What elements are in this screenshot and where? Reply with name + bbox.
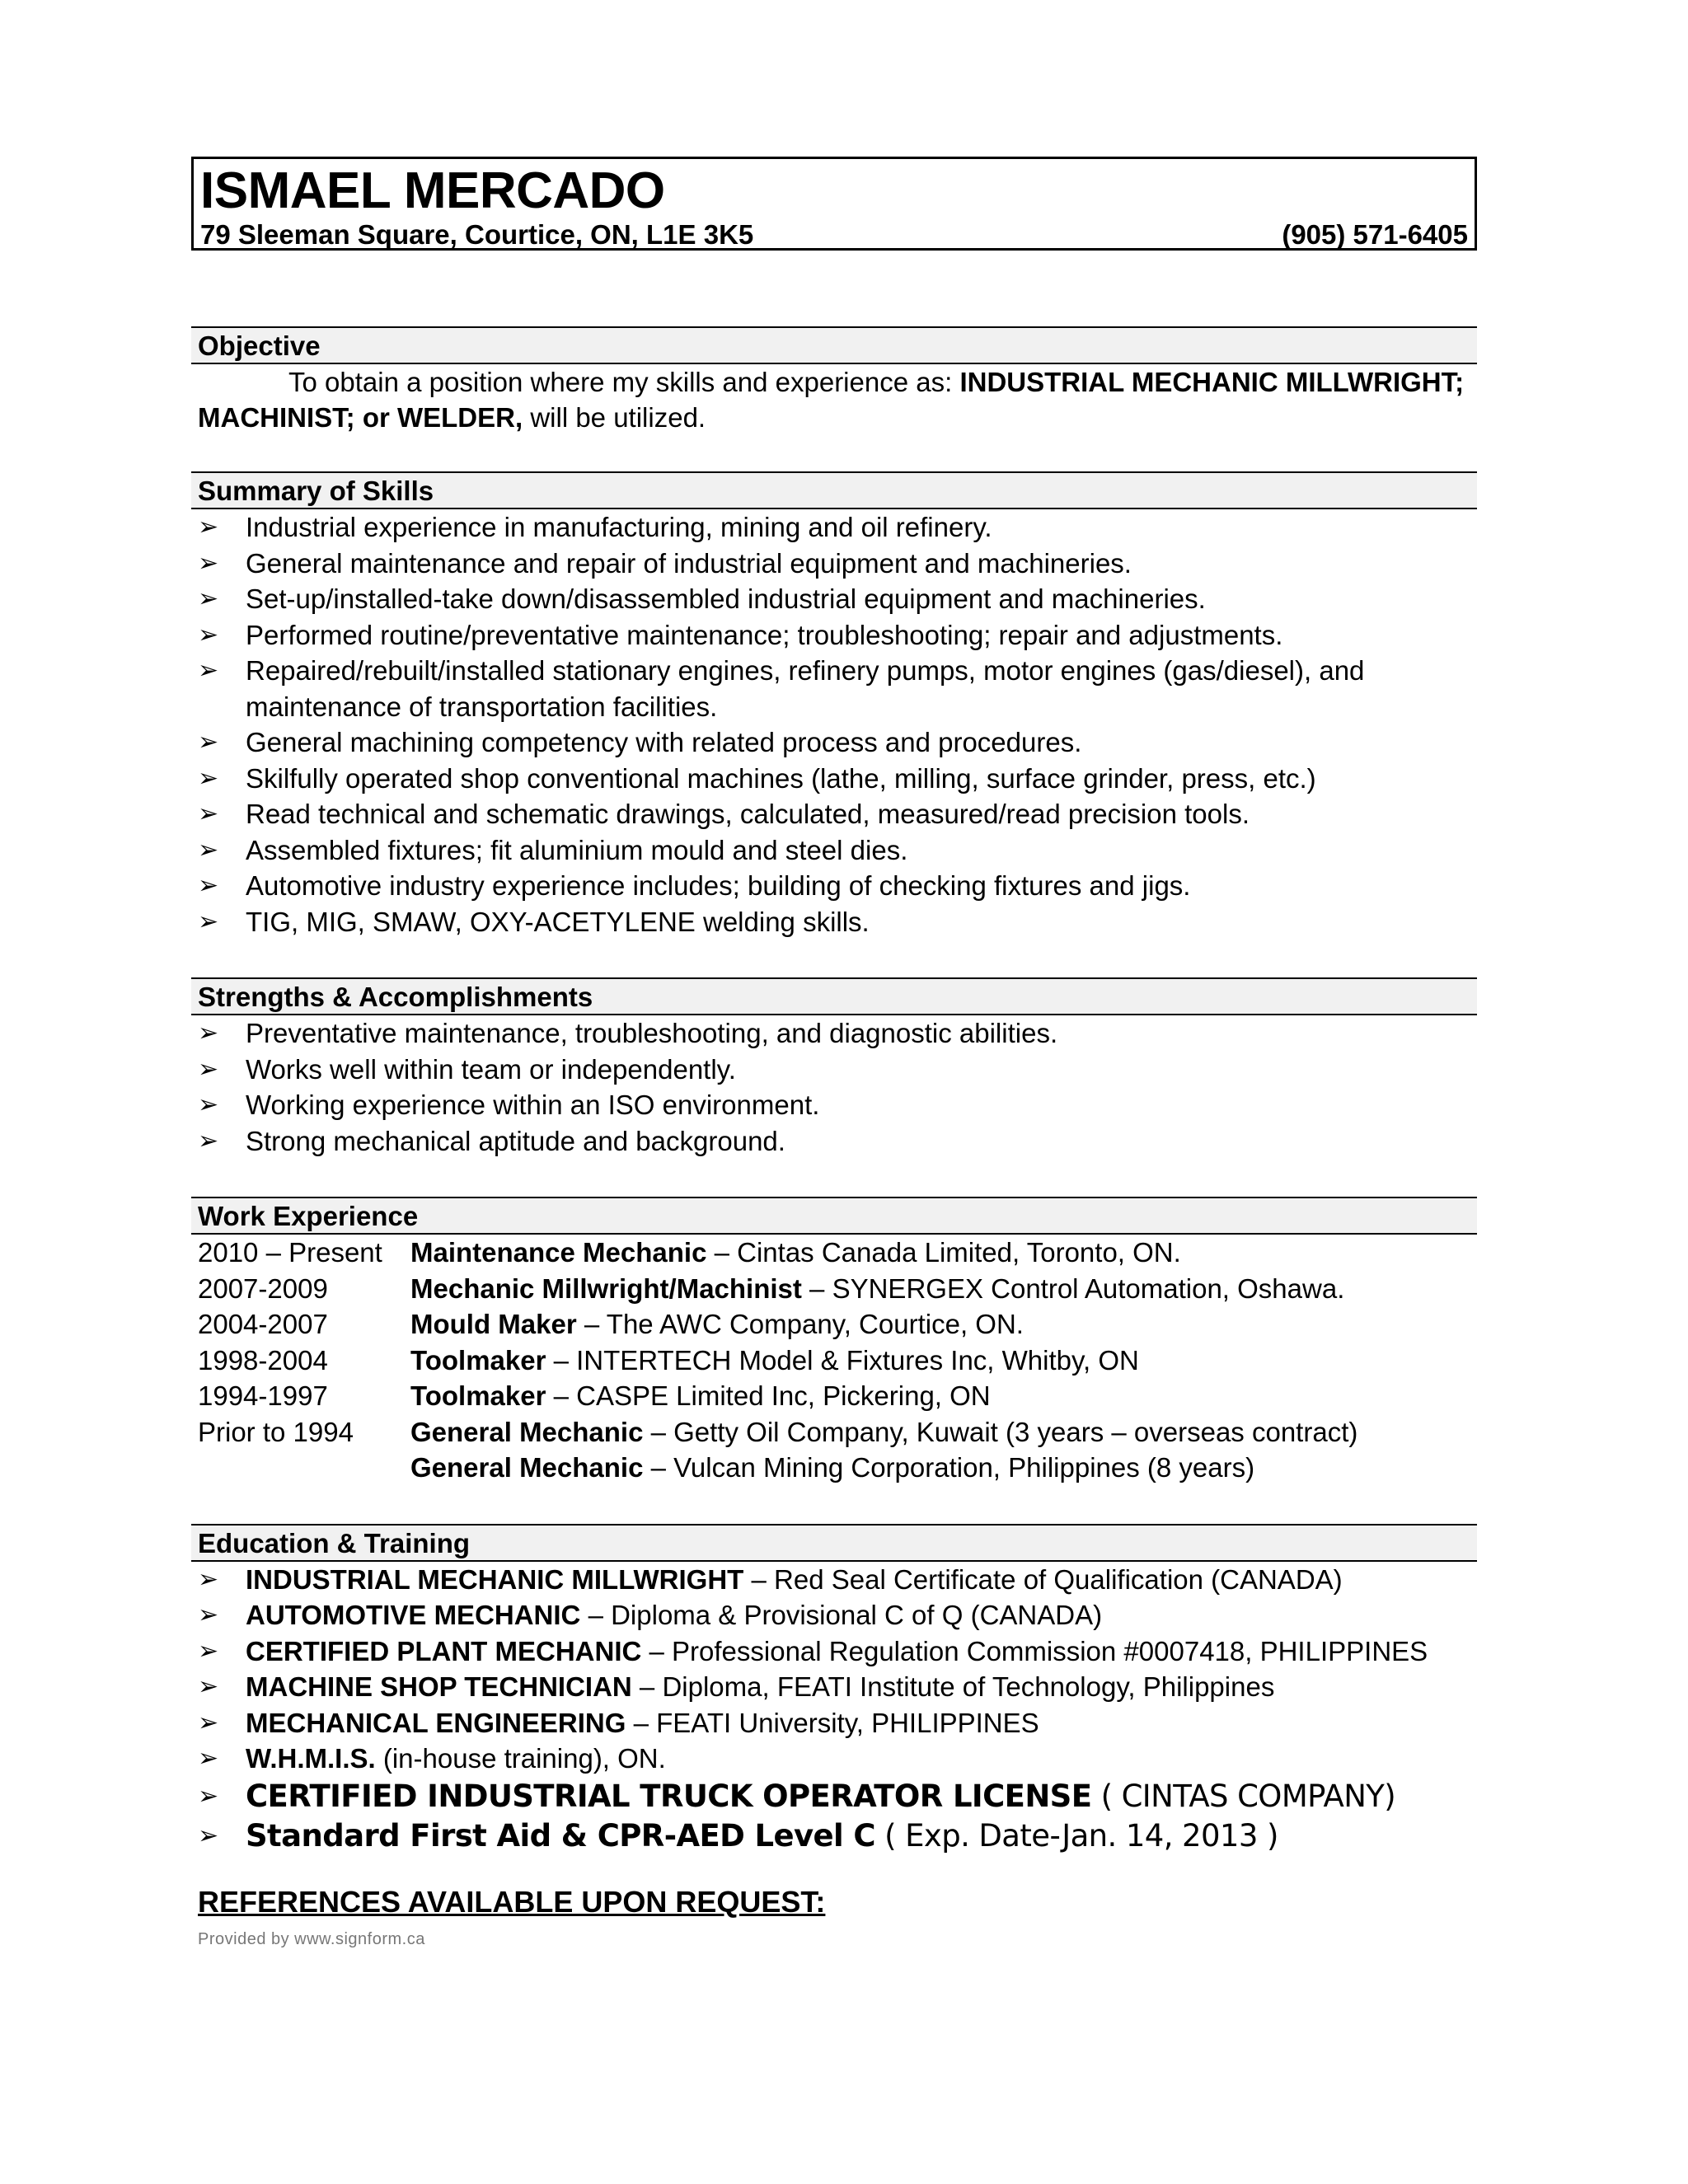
arrow-bullet-icon: ➢	[198, 907, 219, 935]
skill-text: General machining competency with related process and procedures.	[246, 727, 1082, 757]
skill-text: Skilfully operated shop conventional machines (lathe, milling, surface grinder, press, etc.)	[246, 762, 1316, 794]
section-heading-objective: Objective	[191, 326, 1477, 364]
work-title: Toolmaker	[410, 1380, 546, 1411]
education-title: AUTOMOTIVE MECHANIC	[246, 1600, 581, 1630]
list-item	[198, 1705, 1477, 1741]
strengths-list	[191, 1015, 1477, 1159]
work-description	[410, 1414, 1357, 1451]
list-item	[198, 1123, 1477, 1160]
education-section	[191, 1524, 1477, 1856]
section-heading-skills: Summary of Skills	[191, 471, 1477, 509]
education-title: CERTIFIED PLANT MECHANIC	[246, 1635, 642, 1666]
skill-text: Read technical and schematic drawings, calculated, measured/read precision tools.	[246, 799, 1250, 829]
work-years: 1994-1997	[198, 1380, 328, 1411]
arrow-bullet-icon: ➢	[198, 549, 219, 577]
arrow-bullet-icon: ➢	[198, 836, 219, 864]
work-description	[410, 1306, 1024, 1343]
work-description	[410, 1450, 1254, 1486]
education-detail: ( Exp. Date-Jan. 14, 2013 )	[874, 1817, 1278, 1854]
work-years: 2007-2009	[198, 1272, 328, 1304]
arrow-bullet-icon: ➢	[198, 1055, 219, 1083]
arrow-bullet-icon: ➢	[198, 1601, 219, 1629]
work-row	[191, 1414, 1477, 1451]
skills-list	[191, 509, 1477, 940]
work-row	[191, 1235, 1477, 1271]
arrow-bullet-icon: ➢	[198, 1745, 219, 1772]
work-detail: – Vulcan Mining Corporation, Philippines (8 years)	[643, 1452, 1255, 1483]
education-detail: (in-house training), ON.	[375, 1743, 666, 1774]
phone-number: (905) 571-6405	[1282, 219, 1468, 250]
arrow-bullet-icon: ➢	[198, 729, 219, 756]
work-title: General Mechanic	[410, 1416, 644, 1447]
address: 79 Sleeman Square, Courtice, ON, L1E 3K5	[200, 219, 754, 250]
objective-text	[191, 364, 1477, 435]
objective-text-end: will be utilized.	[523, 402, 706, 433]
skill-text: Repaired/rebuilt/installed stationary engines, refinery pumps, motor engines (gas/diesel), and maintenance of transportation facilities.	[246, 655, 1365, 722]
skill-text: TIG, MIG, SMAW, OXY-ACETYLENE welding skills.	[246, 906, 870, 937]
references-note: REFERENCES AVAILABLE UPON REQUEST:	[198, 1884, 826, 1919]
list-item	[198, 653, 1477, 724]
education-detail: – Professional Regulation Commission #0007418, PHILIPPINES	[641, 1635, 1428, 1666]
arrow-bullet-icon: ➢	[198, 1091, 219, 1118]
list-item	[198, 1633, 1477, 1670]
education-title: MACHINE SHOP TECHNICIAN	[246, 1671, 632, 1702]
work-description	[410, 1378, 991, 1414]
skill-text: General maintenance and repair of industrial equipment and machineries.	[246, 547, 1132, 579]
education-title: CERTIFIED INDUSTRIAL TRUCK OPERATOR LICENSE	[246, 1778, 1092, 1814]
strength-text: Preventative maintenance, troubleshooting, and diagnostic abilities.	[246, 1018, 1058, 1048]
education-title: W.H.M.I.S.	[246, 1743, 376, 1774]
work-years: Prior to 1994	[198, 1416, 354, 1447]
list-item	[198, 868, 1477, 904]
arrow-bullet-icon: ➢	[198, 657, 219, 684]
list-item	[198, 1597, 1477, 1633]
work-years: 1998-2004	[198, 1344, 328, 1376]
work-detail: – CASPE Limited Inc, Pickering, ON	[546, 1380, 991, 1411]
arrow-bullet-icon: ➢	[198, 1821, 218, 1849]
list-item	[198, 617, 1477, 654]
skill-text: Performed routine/preventative maintenance; troubleshooting; repair and adjustments.	[246, 619, 1283, 650]
work-row	[191, 1343, 1477, 1379]
list-item	[198, 1015, 1477, 1052]
education-detail: – Red Seal Certificate of Qualification (CANADA)	[743, 1563, 1343, 1595]
list-item	[198, 904, 1477, 940]
section-heading-work: Work Experience	[191, 1197, 1477, 1235]
arrow-bullet-icon: ➢	[198, 513, 219, 541]
arrow-bullet-icon: ➢	[198, 1673, 219, 1700]
arrow-bullet-icon: ➢	[198, 872, 219, 899]
education-detail: – Diploma, FEATI Institute of Technology, Philippines	[631, 1671, 1275, 1702]
work-detail: – Getty Oil Company, Kuwait (3 years – overseas contract)	[643, 1416, 1358, 1447]
work-description	[410, 1343, 1139, 1379]
work-list	[191, 1235, 1477, 1486]
arrow-bullet-icon: ➢	[198, 1708, 219, 1736]
list-item	[198, 761, 1477, 797]
list-item	[198, 1741, 1477, 1777]
objective-text-plain: To obtain a position where my skills and experience as:	[288, 367, 960, 397]
skill-text: Automotive industry experience includes; building of checking fixtures and jigs.	[246, 870, 1191, 901]
strength-text: Strong mechanical aptitude and background.	[246, 1125, 785, 1156]
list-item	[198, 509, 1477, 546]
resume-page	[191, 157, 1477, 1949]
arrow-bullet-icon: ➢	[198, 585, 219, 612]
strength-text: Working experience within an ISO environment.	[246, 1090, 820, 1120]
work-detail: – SYNERGEX Control Automation, Oshawa.	[801, 1272, 1345, 1304]
work-title: Mould Maker	[410, 1309, 577, 1339]
work-row	[191, 1378, 1477, 1414]
strengths-section	[191, 977, 1477, 1159]
skill-text: Industrial experience in manufacturing, mining and oil refinery.	[246, 512, 992, 542]
objective-section	[191, 326, 1477, 435]
header-box	[191, 157, 1477, 251]
work-title: Maintenance Mechanic	[410, 1237, 707, 1268]
list-item	[198, 581, 1477, 617]
arrow-bullet-icon: ➢	[198, 800, 219, 827]
work-row	[191, 1271, 1477, 1307]
work-detail: – INTERTECH Model & Fixtures Inc, Whitby, ON	[546, 1344, 1139, 1376]
work-description	[410, 1235, 1181, 1271]
work-section	[191, 1197, 1477, 1486]
education-detail: – Diploma & Provisional C of Q (CANADA)	[580, 1600, 1103, 1630]
list-item	[198, 1777, 1477, 1816]
list-item	[198, 1052, 1477, 1088]
list-item	[198, 546, 1477, 582]
education-list	[191, 1562, 1477, 1856]
work-description	[410, 1271, 1344, 1307]
skills-section	[191, 471, 1477, 940]
arrow-bullet-icon: ➢	[198, 1127, 219, 1155]
section-heading-strengths: Strengths & Accomplishments	[191, 977, 1477, 1015]
list-item	[198, 1087, 1477, 1123]
work-detail: – The AWC Company, Courtice, ON.	[576, 1309, 1024, 1339]
work-detail: – Cintas Canada Limited, Toronto, ON.	[706, 1237, 1181, 1268]
work-row	[191, 1306, 1477, 1343]
work-title: General Mechanic	[410, 1452, 644, 1483]
arrow-bullet-icon: ➢	[198, 621, 219, 649]
education-title: INDUSTRIAL MECHANIC MILLWRIGHT	[246, 1563, 744, 1595]
education-title: MECHANICAL ENGINEERING	[246, 1707, 626, 1738]
list-item	[198, 832, 1477, 869]
education-title: Standard First Aid & CPR-AED Level C	[246, 1817, 875, 1854]
work-years	[198, 1450, 410, 1486]
work-years: 2004-2007	[198, 1309, 328, 1339]
arrow-bullet-icon: ➢	[198, 1565, 219, 1593]
skill-text: Assembled fixtures; fit aluminium mould and steel dies.	[246, 834, 908, 865]
list-item	[198, 796, 1477, 832]
skill-text: Set-up/installed-take down/disassembled industrial equipment and machineries.	[246, 583, 1206, 614]
arrow-bullet-icon: ➢	[198, 1782, 218, 1810]
strength-text: Works well within team or independently.	[246, 1053, 736, 1085]
work-row	[191, 1450, 1477, 1486]
provided-by: Provided by www.signform.ca	[198, 1929, 425, 1948]
list-item	[198, 1562, 1477, 1598]
arrow-bullet-icon: ➢	[198, 1637, 219, 1665]
work-title: Mechanic Millwright/Machinist	[410, 1272, 802, 1304]
work-title: Toolmaker	[410, 1344, 546, 1376]
arrow-bullet-icon: ➢	[198, 1019, 219, 1047]
arrow-bullet-icon: ➢	[198, 764, 219, 792]
objective-text-bold: INDUSTRIAL MECHANIC MILLWRIGHT; MACHINIST; or WELDER,	[198, 367, 1465, 433]
applicant-name: ISMAEL MERCADO	[200, 162, 665, 219]
education-detail: ( CINTAS COMPANY)	[1091, 1778, 1396, 1814]
contact-row	[200, 220, 1468, 250]
work-years: 2010 – Present	[198, 1237, 382, 1268]
list-item	[198, 1816, 1477, 1856]
list-item	[198, 1669, 1477, 1705]
section-heading-education: Education & Training	[191, 1524, 1477, 1562]
list-item	[198, 724, 1477, 761]
education-detail: – FEATI University, PHILIPPINES	[626, 1707, 1039, 1738]
